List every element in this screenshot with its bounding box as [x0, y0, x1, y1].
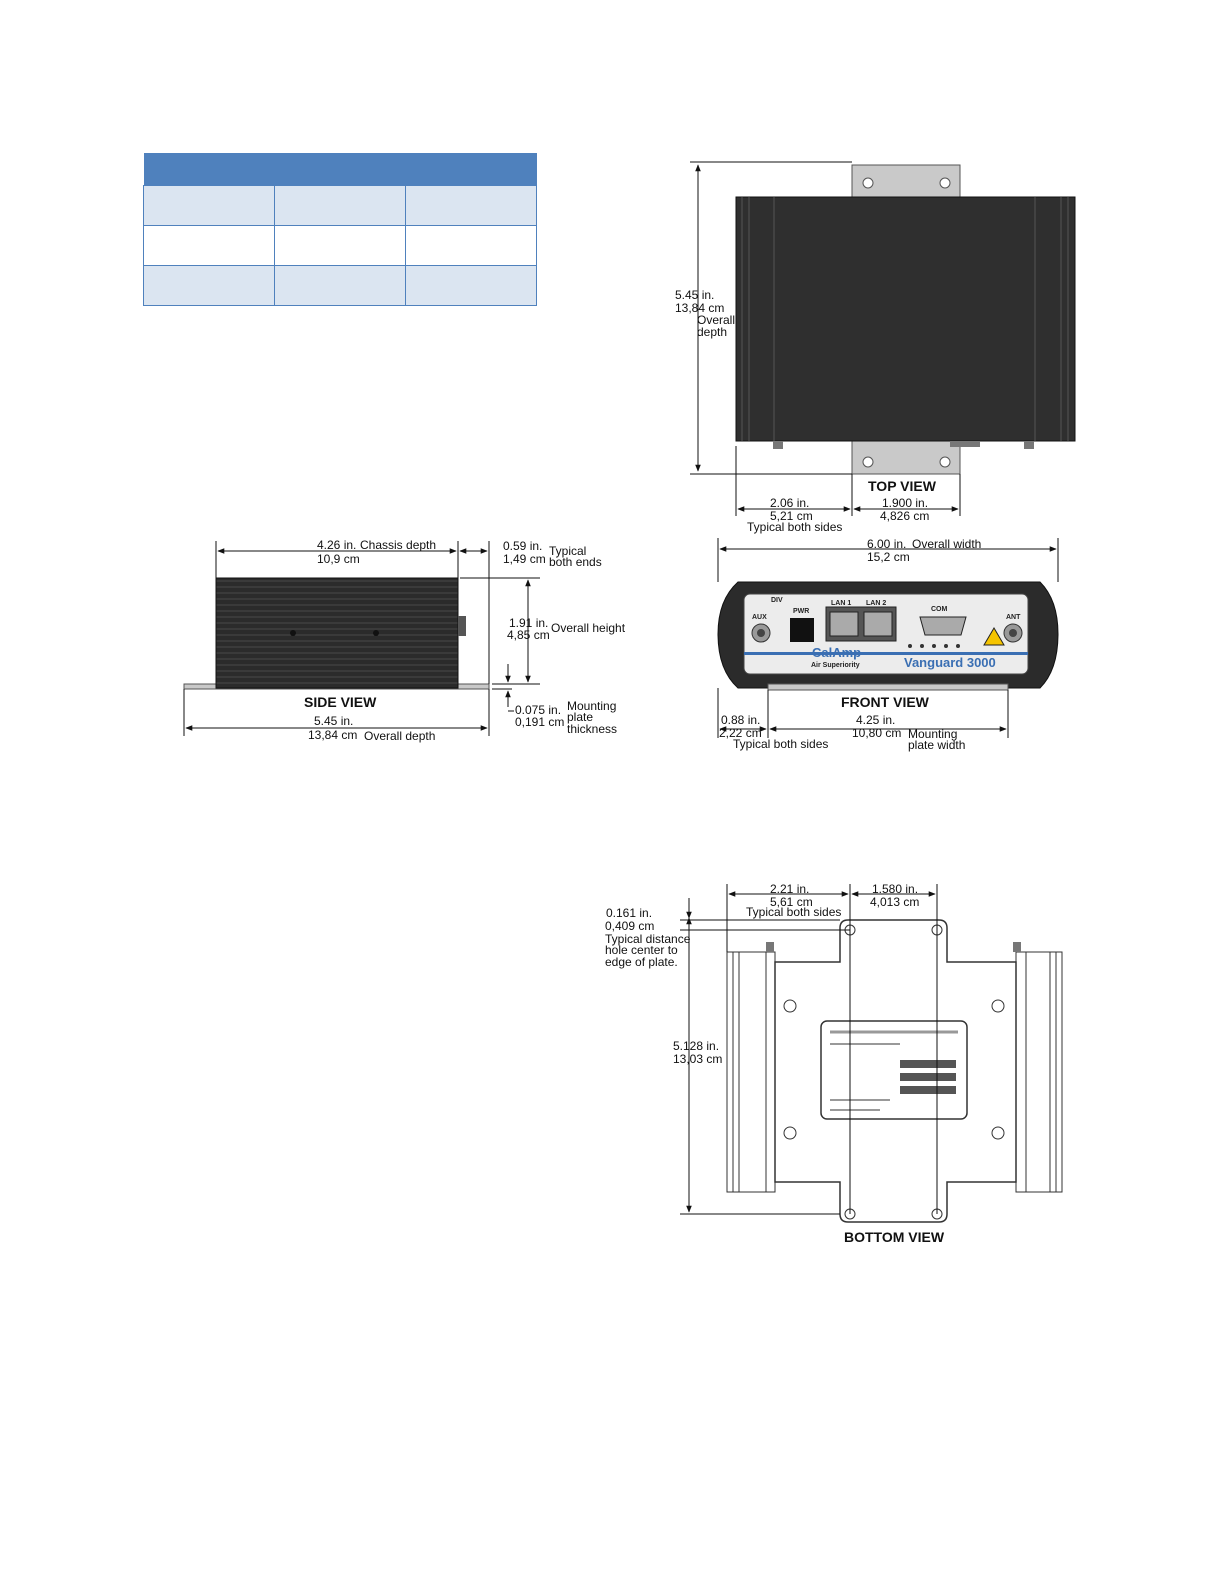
side-chassis: [216, 578, 458, 688]
top-view-title: TOP VIEW: [868, 478, 936, 494]
port-label-div: DIV: [771, 597, 783, 604]
side-height-cm: 4,85 cm: [507, 628, 550, 642]
side-chassis-in: 4.26 in.: [317, 538, 357, 552]
bottom-depth-in: 5.128 in.: [673, 1039, 720, 1053]
top-depth-cm: 13,84 cm: [675, 301, 725, 315]
port-label-ant: ANT: [1006, 614, 1021, 621]
top-depth-caption: Overall: [697, 313, 736, 327]
product-label: [821, 1021, 967, 1119]
mounting-hole-icon: [940, 457, 950, 467]
top-chassis: [736, 197, 1075, 441]
front-plate-caption: Mounting: [908, 727, 958, 741]
side-plate-cm: 0,191 cm: [515, 715, 565, 729]
front-view-title: FRONT VIEW: [841, 694, 929, 710]
screw-icon: [784, 1127, 796, 1139]
front-side-caption: Typical both sides: [733, 737, 829, 751]
front-width-in: 6.00 in.: [867, 537, 907, 551]
bottom-plate-cm: 4,013 cm: [870, 895, 920, 909]
bottom-offset-caption: Typical both sides: [746, 905, 842, 919]
screw-icon: [992, 1000, 1004, 1012]
bottom-hole-caption: edge of plate.: [605, 955, 678, 969]
front-width-cm: 15,2 cm: [867, 550, 910, 564]
bottom-hole-cm: 0,409 cm: [605, 919, 655, 933]
barcode-icon: [900, 1086, 956, 1094]
front-side-cm: 2,22 cm: [719, 726, 762, 740]
bottom-fin-left: [727, 952, 775, 1192]
side-plate-caption: plate: [567, 710, 594, 724]
top-depth-caption: depth: [697, 325, 728, 339]
top-offset-caption: Typical both sides: [747, 520, 843, 534]
side-chassis-cm: 10,9 cm: [317, 552, 360, 566]
side-depth-caption: Overall depth: [364, 729, 436, 743]
bottom-offset-cm: 5,61 cm: [770, 895, 813, 909]
front-side-in: 0.88 in.: [721, 713, 761, 727]
top-offset-cm: 5,21 cm: [770, 509, 813, 523]
front-plate-caption: plate width: [908, 738, 966, 752]
side-height-caption: Overall height: [551, 621, 626, 635]
mounting-hole-icon: [863, 457, 873, 467]
bottom-depth-cm: 13,03 cm: [673, 1052, 723, 1066]
side-depth-cm: 13,84 cm: [308, 728, 358, 742]
bottom-hole-caption: hole center to: [605, 943, 678, 957]
side-depth-in: 5.45 in.: [314, 714, 354, 728]
side-end-cm: 1,49 cm: [503, 552, 546, 566]
top-plate-lower: [852, 438, 960, 474]
side-chassis-caption: Chassis depth: [360, 538, 437, 552]
bottom-plate-in: 1.580 in.: [872, 882, 919, 896]
top-plate-cm: 4,826 cm: [880, 509, 930, 523]
front-plate-in: 4.25 in.: [856, 713, 896, 727]
port-label-lan1: LAN 1: [831, 600, 852, 607]
front-plate-cm: 10,80 cm: [852, 726, 902, 740]
bottom-offset-in: 2.21 in.: [770, 882, 810, 896]
top-depth-in: 5.45 in.: [675, 288, 715, 302]
top-offset-in: 2.06 in.: [770, 496, 810, 510]
brand-tagline: Air Superiority: [811, 662, 860, 669]
bottom-hole-in: 0.161 in.: [606, 906, 653, 920]
power-connector-icon: [790, 618, 814, 642]
bottom-view: [605, 882, 1062, 1245]
screw-icon: [992, 1127, 1004, 1139]
front-width-caption: Overall width: [912, 537, 982, 551]
mounting-hole-icon: [863, 178, 873, 188]
side-end-in: 0.59 in.: [503, 539, 543, 553]
port-label-pwr: PWR: [793, 608, 810, 615]
model-name: Vanguard 3000: [904, 655, 996, 670]
top-view: [675, 162, 1075, 534]
com-port-icon: [920, 617, 966, 635]
screw-icon: [784, 1000, 796, 1012]
side-plate-caption: Mounting: [567, 699, 617, 713]
side-end-caption: both ends: [549, 555, 602, 569]
bottom-view-title: BOTTOM VIEW: [844, 1229, 945, 1245]
side-view: [184, 538, 626, 743]
side-plate-caption: thickness: [567, 722, 618, 736]
port-label-aux: AUX: [752, 614, 767, 621]
port-label-com: COM: [931, 606, 948, 613]
lan1-port-icon: [830, 612, 858, 636]
top-plate-in: 1.900 in.: [882, 496, 929, 510]
barcode-icon: [900, 1060, 956, 1068]
lan2-port-icon: [864, 612, 892, 636]
side-end-caption: Typical: [549, 544, 587, 558]
brand-logo: CalAmp: [812, 645, 862, 660]
bottom-hole-caption: Typical distance: [605, 932, 691, 946]
side-height-in: 1.91 in.: [509, 616, 549, 630]
barcode-icon: [900, 1073, 956, 1081]
bottom-fin-right: [1016, 952, 1062, 1192]
port-label-lan2: LAN 2: [866, 600, 887, 607]
side-plate-in: 0.075 in.: [515, 703, 562, 717]
mounting-hole-icon: [940, 178, 950, 188]
front-view: [718, 537, 1058, 752]
side-view-title: SIDE VIEW: [304, 694, 377, 710]
